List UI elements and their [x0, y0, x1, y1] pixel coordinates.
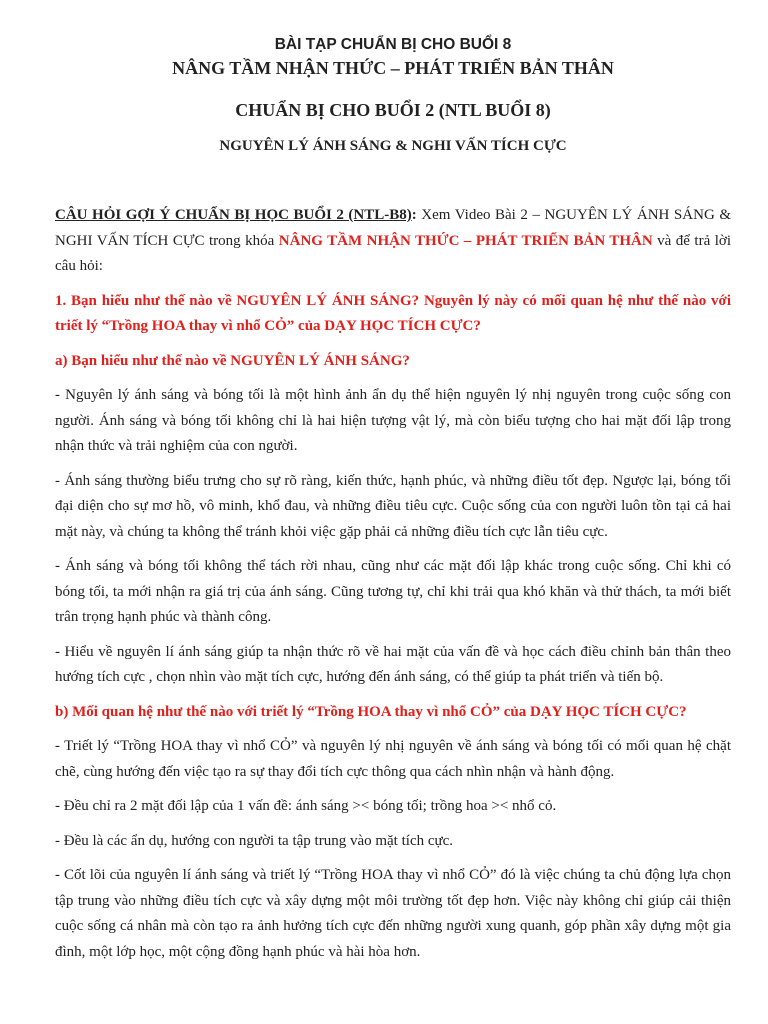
part-b-heading: b) Mối quan hệ như thế nào với triết lý “Trồng HOA thay vì nhổ CỎ” của DẠY HỌC TÍCH CỰC? [55, 703, 687, 720]
part-b-paragraph: - Đều là các ẩn dụ, hướng con người ta tập trung vào mặt tích cực. [55, 832, 454, 849]
part-a-paragraph: - Nguyên lý ánh sáng và bóng tối là một hình ảnh ẩn dụ thể hiện nguyên lý nhị nguyên trong cuộc sống con người. Ánh sáng và bóng tối không chỉ là hai hiện tượng vật lý, mà còn biểu tượng cho hai mặt đối lập trong nhận thức và trải nghiệm của con người. [55, 387, 731, 454]
course-title: NÂNG TẦM NHẬN THỨC – PHÁT TRIỂN BẢN THÂN [172, 58, 614, 78]
intro-label: CÂU HỎI GỢI Ý CHUẨN BỊ HỌC BUỔI 2 (NTL-B8) [55, 207, 412, 223]
intro-colon: : [411, 207, 417, 223]
question-1: 1. Bạn hiểu như thế nào về NGUYÊN LÝ ÁNH SÁNG? Nguyên lý này có mối quan hệ như thế nào với triết lý “Trồng HOA thay vì nhổ CỎ” của DẠY HỌC TÍCH CỰC? [55, 292, 731, 334]
part-a-paragraph: - Ánh sáng thường biểu trưng cho sự rõ ràng, kiến thức, hạnh phúc, và những điều tốt đẹp. Ngược lại, bóng tối đại diện cho sự mơ hồ, vô minh, khổ đau, và những điều tiêu cực. Cuộc sống của con người luôn tồn tại cả hai mặt này, và chúng ta không thể tránh khỏi việc gặp phải cả những điều tích cực lẫn tiêu cực. [55, 472, 731, 540]
part-a-paragraph: - Hiểu về nguyên lí ánh sáng giúp ta nhận thức rõ về hai mặt của vấn đề và học cách điều chỉnh bản thân theo hướng tích cực , chọn nhìn vào mặt tích cực, hướng đến ánh sáng, có thể giúp ta phát triển và tiến bộ. [55, 643, 731, 685]
document-page [55, 34, 731, 965]
part-b-paragraph: - Đều chỉ ra 2 mặt đối lập của 1 vấn đề: ánh sáng >< bóng tối; trồng hoa >< nhổ cỏ. [55, 798, 557, 814]
intro-course-name: NÂNG TẦM NHẬN THỨC – PHÁT TRIỂN BẢN THÂN [278, 232, 653, 249]
intro-text-b: và để trả lời câu hỏi: [55, 232, 731, 274]
session-title: CHUẨN BỊ CHO BUỔI 2 (NTL BUỔI 8) [235, 100, 551, 120]
lesson-title: NGUYÊN LÝ ÁNH SÁNG & NGHI VẤN TÍCH CỰC [219, 138, 567, 154]
part-b-paragraph: - Cốt lõi của nguyên lí ánh sáng và triết lý “Trồng HOA thay vì nhổ CỎ” đó là việc chúng ta chủ động lựa chọn tập trung vào những điều tích cực và xây dựng một môi trường tốt đẹp hơn. Việc này không chỉ giúp cải thiện cuộc sống cá nhân mà còn tạo ra ảnh hưởng tích cực đến những người xung quanh, góp phần xây dựng một gia đình, một lớp học, một cộng đồng hạnh phúc và hài hòa hơn. [55, 867, 731, 960]
document-title: BÀI TẠP CHUẨN BỊ CHO BUỔI 8 [274, 36, 512, 53]
intro-text-a: Xem Video Bài 2 – NGUYÊN LÝ ÁNH SÁNG & NGHI VẤN TÍCH CỰC trong khóa [55, 207, 731, 249]
part-a-heading: a) Bạn hiểu như thế nào về NGUYÊN LÝ ÁNH SÁNG? [55, 352, 410, 369]
part-a-paragraph: - Ánh sáng và bóng tối không thể tách rời nhau, cũng như các mặt đối lập khác trong cuộc sống. Chỉ khi có bóng tối, ta mới nhận ra giá trị của ánh sáng. Cũng tương tự, chỉ khi trải qua khó khăn và thử thách, ta mới biết trân trọng hạnh phúc và thành công. [55, 558, 731, 625]
part-b-paragraph: - Triết lý “Trồng HOA thay vì nhổ CỎ” và nguyên lý nhị nguyên về ánh sáng và bóng tối có mối quan hệ chặt chẽ, cùng hướng đến việc tạo ra sự thay đổi tích cực thông qua cách nhìn nhận và hành động. [55, 738, 731, 780]
intro-paragraph [55, 203, 731, 280]
